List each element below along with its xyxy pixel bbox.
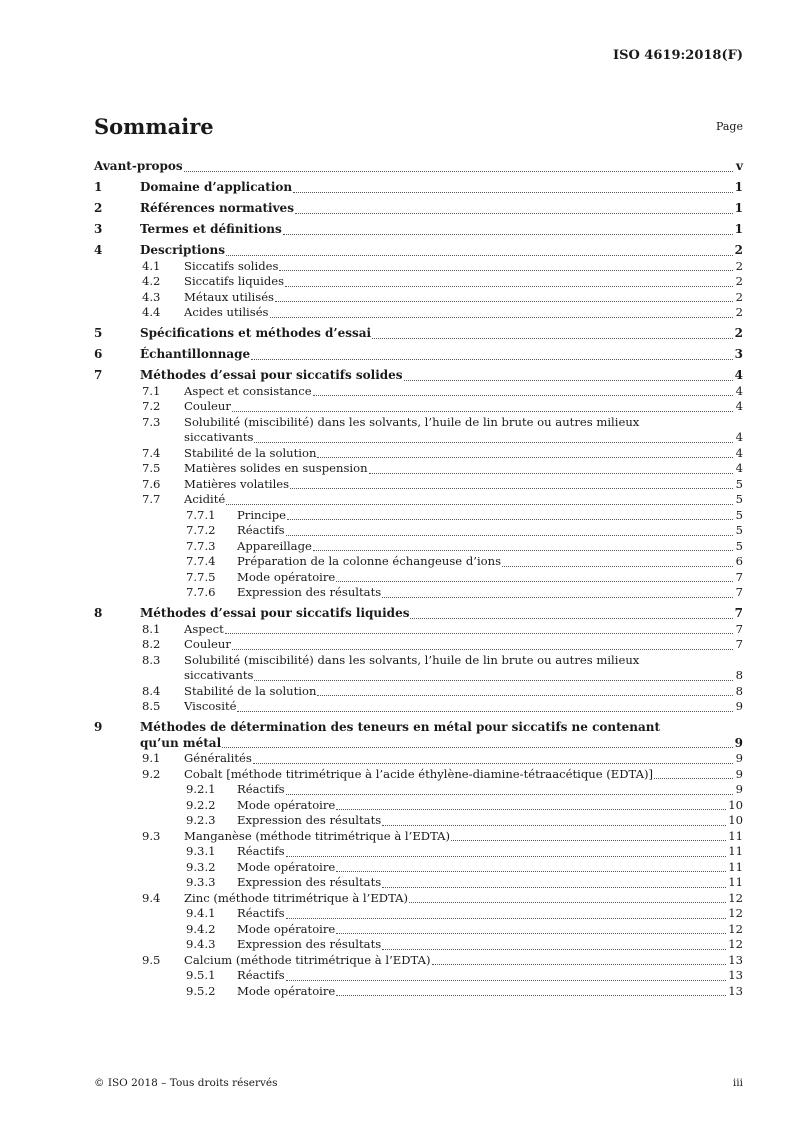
toc-entry-7-7-4[interactable] — [94, 554, 743, 570]
toc-page: 7 — [735, 585, 743, 599]
dot-leader — [184, 171, 733, 172]
toc-page: 4 — [735, 445, 743, 460]
toc-entry-7-6[interactable] — [94, 477, 743, 493]
dot-leader — [336, 809, 726, 810]
toc-page: 3 — [734, 347, 743, 361]
toc-entry-4-2[interactable] — [94, 274, 743, 290]
toc-page: 8 — [735, 668, 743, 682]
toc-label: Mode opératoire — [237, 859, 336, 874]
toc-entry-section-4[interactable] — [94, 243, 743, 259]
toc-label: Viscosité — [184, 699, 237, 713]
toc-page: 11 — [728, 844, 743, 858]
table-of-contents — [94, 159, 743, 999]
dot-leader — [409, 902, 726, 903]
dot-leader — [295, 213, 733, 214]
standard-reference: ISO 4619:2018(F) — [612, 48, 743, 63]
toc-label: Calcium (méthode titrimétrique à l’EDTA) — [184, 952, 431, 967]
page-number: iii — [732, 1077, 743, 1089]
dot-leader — [293, 192, 733, 193]
toc-entry-9-3[interactable] — [94, 829, 743, 845]
toc-page: 1 — [734, 180, 743, 194]
dot-leader — [270, 317, 733, 318]
dot-leader — [286, 794, 733, 795]
toc-entry-8-4[interactable] — [94, 684, 743, 700]
toc-label: Stabilité de la solution — [184, 683, 317, 698]
toc-entry-section-8[interactable] — [94, 606, 743, 622]
toc-label: Mode opératoire — [237, 797, 336, 812]
toc-number: 9.2 — [142, 766, 161, 781]
toc-number: 7.7.3 — [186, 538, 216, 553]
toc-page: 8 — [735, 683, 743, 698]
toc-page: 7 — [734, 606, 743, 620]
dot-leader — [382, 949, 726, 950]
toc-entry-avant-propos[interactable] — [94, 159, 743, 175]
toc-entry-9-2[interactable] — [94, 767, 743, 783]
toc-entry-7-5[interactable] — [94, 461, 743, 477]
dot-leader — [369, 473, 733, 474]
dot-leader — [225, 633, 733, 634]
toc-page: 11 — [728, 859, 743, 874]
dot-leader — [336, 995, 726, 996]
dot-leader — [232, 649, 733, 650]
dot-leader — [382, 825, 726, 826]
toc-entry-9-3-3[interactable] — [94, 875, 743, 891]
toc-number: 7 — [94, 368, 103, 382]
toc-label: Aspect — [184, 621, 224, 636]
toc-page: 4 — [735, 399, 743, 413]
toc-page: 10 — [728, 813, 743, 827]
dot-leader — [254, 680, 733, 681]
toc-number: 1 — [94, 180, 103, 194]
dot-leader — [285, 286, 733, 287]
dot-leader — [286, 535, 733, 536]
toc-entry-section-5[interactable] — [94, 326, 743, 342]
toc-entry-9-5[interactable] — [94, 953, 743, 969]
toc-entry-7-7-5[interactable] — [94, 570, 743, 586]
toc-entry-9-4-3[interactable] — [94, 937, 743, 953]
toc-entry-7-1[interactable] — [94, 384, 743, 400]
dot-leader — [372, 338, 733, 339]
toc-label: Préparation de la colonne échangeuse d’ions — [237, 554, 502, 568]
toc-entry-section-1[interactable] — [94, 180, 743, 196]
toc-number: 7.7.5 — [186, 569, 216, 584]
toc-label: Siccatifs liquides — [184, 274, 285, 288]
toc-number: 4.3 — [142, 289, 161, 304]
toc-page: 12 — [728, 890, 743, 905]
toc-label: Couleur — [184, 399, 231, 413]
toc-page: 7 — [735, 637, 743, 651]
toc-number: 5 — [94, 326, 103, 340]
toc-entry-9-2-1[interactable] — [94, 782, 743, 798]
dot-leader — [410, 618, 732, 619]
toc-label: Descriptions — [140, 243, 225, 257]
toc-entry-7-7-1[interactable] — [94, 508, 743, 524]
dot-leader — [502, 566, 733, 567]
toc-label: Stabilité de la solution — [184, 445, 317, 460]
toc-label: Expression des résultats — [237, 875, 382, 889]
toc-entry-8-3-line2[interactable] — [94, 668, 743, 684]
dot-leader — [290, 488, 733, 489]
dot-leader — [336, 871, 726, 872]
toc-number: 8.5 — [142, 699, 161, 713]
toc-number: 7.6 — [142, 476, 161, 491]
toc-page: 2 — [734, 243, 743, 257]
dot-leader — [237, 711, 733, 712]
toc-entry-7-7-3[interactable] — [94, 539, 743, 555]
dot-leader — [317, 457, 733, 458]
toc-label: Matières solides en suspension — [184, 461, 368, 475]
dot-leader — [283, 234, 733, 235]
toc-entry-4-1[interactable] — [94, 259, 743, 275]
toc-label-continued: siccativants — [184, 430, 254, 444]
toc-entry-9-5-1[interactable] — [94, 968, 743, 984]
dot-leader — [287, 519, 733, 520]
toc-label: Méthodes de détermination des teneurs en métal pour siccatifs ne contenant — [140, 720, 661, 734]
dot-leader — [654, 778, 733, 779]
toc-number: 8.1 — [142, 621, 161, 636]
dot-leader — [254, 442, 733, 443]
toc-entry-4-3[interactable] — [94, 290, 743, 306]
toc-page: 4 — [735, 383, 743, 398]
toc-label: Mode opératoire — [237, 921, 336, 936]
toc-number: 6 — [94, 347, 103, 361]
toc-page: 11 — [728, 875, 743, 889]
toc-entry-9-2-3[interactable] — [94, 813, 743, 829]
toc-number: 4.2 — [142, 274, 161, 288]
toc-entry-section-2[interactable] — [94, 201, 743, 217]
toc-entry-9-4-1[interactable] — [94, 906, 743, 922]
toc-page: 5 — [735, 476, 743, 491]
toc-label: Zinc (méthode titrimétrique à l’EDTA) — [184, 890, 409, 905]
dot-leader — [432, 964, 727, 965]
toc-number: 3 — [94, 222, 103, 236]
toc-label: Appareillage — [237, 538, 312, 553]
toc-label: Cobalt [méthode titrimétrique à l’acide éthylène-diamine-tétraacétique (EDTA)] — [184, 766, 654, 781]
toc-page: 5 — [735, 538, 743, 553]
toc-label: Expression des résultats — [237, 937, 382, 951]
toc-label: Acides utilisés — [184, 305, 269, 319]
toc-page: 13 — [728, 968, 743, 982]
toc-page: 4 — [734, 368, 743, 382]
dot-leader — [313, 395, 733, 396]
toc-page: 9 — [735, 751, 743, 765]
toc-label: Manganèse (méthode titrimétrique à l’EDTA) — [184, 828, 451, 843]
toc-page: 2 — [735, 289, 743, 304]
toc-label: Solubilité (miscibilité) dans les solvants, l’huile de lin brute ou autres milieux — [184, 414, 640, 429]
toc-number: 2 — [94, 201, 103, 215]
toc-label: Méthodes d’essai pour siccatifs solides — [140, 368, 403, 382]
toc-number: 9.5 — [142, 952, 161, 967]
toc-entry-7-7-6[interactable] — [94, 585, 743, 601]
toc-page: 7 — [735, 621, 743, 636]
dot-leader — [286, 980, 727, 981]
toc-label: Matières volatiles — [184, 476, 290, 491]
dot-leader — [382, 887, 726, 888]
dot-leader — [226, 255, 733, 256]
toc-number: 9.3.2 — [186, 859, 216, 874]
toc-page: 6 — [735, 554, 743, 568]
toc-label: Siccatifs solides — [184, 258, 279, 273]
toc-label: Acidité — [184, 492, 226, 506]
toc-number: 4.1 — [142, 258, 161, 273]
toc-number: 8.3 — [142, 652, 161, 667]
toc-label: Réactifs — [237, 968, 285, 982]
toc-label: Mode opératoire — [237, 983, 336, 998]
toc-page: 9 — [734, 735, 743, 750]
toc-entry-8-5[interactable] — [94, 699, 743, 715]
dot-leader — [253, 763, 733, 764]
toc-label: Réactifs — [237, 906, 285, 920]
toc-page: 12 — [728, 906, 743, 920]
toc-label: Expression des résultats — [237, 585, 382, 599]
toc-number: 9.2.3 — [186, 813, 216, 827]
toc-entry-9-3-1[interactable] — [94, 844, 743, 860]
toc-number: 4 — [94, 243, 103, 257]
toc-number: 7.7 — [142, 492, 161, 506]
toc-number: 9.4 — [142, 890, 161, 905]
toc-label: Généralités — [184, 751, 252, 765]
toc-label: Spécifications et méthodes d’essai — [140, 326, 372, 340]
toc-entry-section-9-line2[interactable] — [94, 736, 743, 752]
toc-number: 9.4.1 — [186, 906, 216, 920]
toc-entry-7-3-line1[interactable] — [94, 415, 743, 431]
dot-leader — [251, 359, 732, 360]
dot-leader — [404, 380, 733, 381]
dot-leader — [226, 504, 733, 505]
toc-page: 11 — [728, 828, 743, 843]
toc-number: 8.4 — [142, 683, 161, 698]
toc-entry-9-5-2[interactable] — [94, 984, 743, 1000]
toc-label: Avant-propos — [94, 159, 183, 173]
toc-number: 7.7.4 — [186, 554, 216, 568]
toc-number: 4.4 — [142, 305, 161, 319]
toc-page: 5 — [735, 523, 743, 537]
toc-page: 12 — [728, 937, 743, 951]
dot-leader — [317, 695, 733, 696]
toc-entry-section-7[interactable] — [94, 368, 743, 384]
toc-label: Couleur — [184, 637, 231, 651]
toc-number: 7.3 — [142, 414, 161, 429]
toc-page: 5 — [735, 507, 743, 522]
toc-entry-section-6[interactable] — [94, 347, 743, 363]
toc-label: Réactifs — [237, 782, 285, 796]
toc-label-continued: siccativants — [184, 668, 254, 682]
dot-leader — [232, 411, 733, 412]
dot-leader — [451, 840, 726, 841]
copyright-notice: © ISO 2018 – Tous droits réservés — [94, 1077, 278, 1089]
toc-page: 4 — [735, 461, 743, 475]
toc-number: 9.1 — [142, 751, 161, 765]
toc-entry-7-3-line2[interactable] — [94, 430, 743, 446]
toc-entry-8-2[interactable] — [94, 637, 743, 653]
toc-label: Termes et définitions — [140, 222, 282, 236]
toc-number: 9.5.1 — [186, 968, 216, 982]
toc-number: 8.2 — [142, 637, 161, 651]
dot-leader — [286, 856, 727, 857]
toc-label: Mode opératoire — [237, 569, 336, 584]
toc-page: 2 — [735, 305, 743, 319]
toc-entry-9-2-2[interactable] — [94, 798, 743, 814]
dot-leader — [382, 597, 733, 598]
toc-page: 2 — [735, 274, 743, 288]
toc-page: 9 — [735, 782, 743, 796]
toc-entry-section-9-line1[interactable] — [94, 720, 743, 736]
toc-label: Principe — [237, 507, 287, 522]
toc-page: 13 — [728, 952, 743, 967]
toc-number: 9.4.2 — [186, 921, 216, 936]
toc-number: 9 — [94, 720, 103, 734]
toc-label: Aspect et consistance — [184, 383, 312, 398]
toc-page: 13 — [728, 983, 743, 998]
toc-number: 9.3.1 — [186, 844, 216, 858]
toc-number: 7.7.2 — [186, 523, 216, 537]
toc-number: 7.1 — [142, 383, 161, 398]
page-title: Sommaire — [94, 114, 214, 139]
toc-number: 9.2.1 — [186, 782, 216, 796]
toc-page: 9 — [735, 766, 743, 781]
dot-leader — [313, 550, 733, 551]
toc-page: 10 — [728, 797, 743, 812]
toc-entry-4-4[interactable] — [94, 305, 743, 321]
toc-page: 4 — [735, 430, 743, 444]
toc-number: 7.7.6 — [186, 585, 216, 599]
toc-label: Domaine d’application — [140, 180, 293, 194]
toc-page: 9 — [735, 699, 743, 713]
toc-number: 9.3 — [142, 828, 161, 843]
dot-leader — [336, 933, 726, 934]
toc-entry-8-1[interactable] — [94, 622, 743, 638]
toc-label: Réactifs — [237, 844, 285, 858]
toc-page: 2 — [734, 326, 743, 340]
toc-entry-section-3[interactable] — [94, 222, 743, 238]
toc-number: 8 — [94, 606, 103, 620]
toc-label: Métaux utilisés — [184, 289, 275, 304]
toc-label: Références normatives — [140, 201, 294, 215]
toc-number: 7.2 — [142, 399, 161, 413]
dot-leader — [286, 918, 727, 919]
toc-number: 9.2.2 — [186, 797, 216, 812]
toc-entry-9-4-2[interactable] — [94, 922, 743, 938]
toc-page: 7 — [735, 569, 743, 584]
toc-number: 7.4 — [142, 445, 161, 460]
toc-label: Réactifs — [237, 523, 285, 537]
toc-page: 12 — [728, 921, 743, 936]
dot-leader — [275, 301, 733, 302]
toc-page: 1 — [734, 222, 743, 236]
toc-label-continued: qu’un métal — [140, 735, 222, 750]
toc-label: Expression des résultats — [237, 813, 382, 827]
toc-entry-8-3-line1[interactable] — [94, 653, 743, 669]
toc-page: 5 — [735, 492, 743, 506]
toc-number: 7.5 — [142, 461, 161, 475]
toc-entry-7-7[interactable] — [94, 492, 743, 508]
toc-page: 2 — [735, 258, 743, 273]
toc-entry-9-4[interactable] — [94, 891, 743, 907]
toc-label: Solubilité (miscibilité) dans les solvants, l’huile de lin brute ou autres milieux — [184, 652, 640, 667]
toc-entry-7-2[interactable] — [94, 399, 743, 415]
toc-entry-9-3-2[interactable] — [94, 860, 743, 876]
toc-label: Méthodes d’essai pour siccatifs liquides — [140, 606, 410, 620]
toc-label: Échantillonnage — [140, 347, 251, 361]
toc-entry-7-7-2[interactable] — [94, 523, 743, 539]
toc-number: 9.5.2 — [186, 983, 216, 998]
toc-number: 7.7.1 — [186, 507, 216, 522]
dot-leader — [279, 270, 733, 271]
toc-entry-7-4[interactable] — [94, 446, 743, 462]
dot-leader — [336, 581, 733, 582]
toc-page: 1 — [734, 201, 743, 215]
toc-entry-9-1[interactable] — [94, 751, 743, 767]
toc-number: 9.3.3 — [186, 875, 216, 889]
page-column-label: Page — [715, 120, 743, 133]
toc-number: 9.4.3 — [186, 937, 216, 951]
toc-page: v — [736, 159, 743, 173]
dot-leader — [222, 747, 733, 748]
